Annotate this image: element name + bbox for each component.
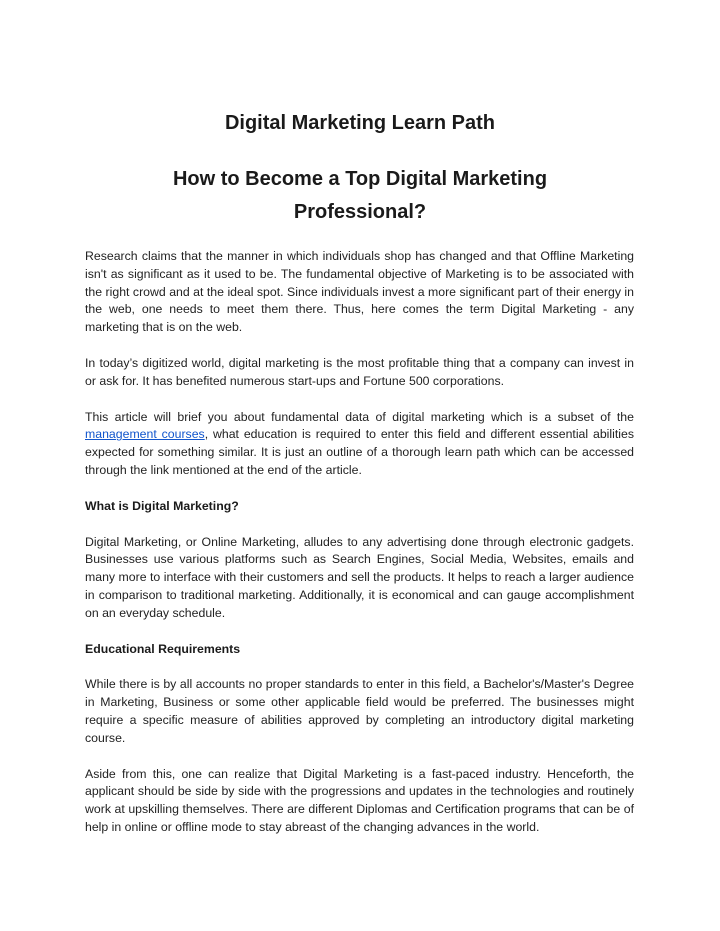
section-heading-educational-requirements: Educational Requirements [85, 641, 241, 656]
section-heading-what-is-digital-marketing: What is Digital Marketing? [85, 498, 239, 513]
paragraph-text-after-link: , what education is required to enter this field and different essential abilities expected for something similar. It is just an outline of a thorough learn path which can be accessed through the link mentioned at the end of the article. [85, 427, 635, 477]
paragraph-digitized-world: In today’s digitized world, digital marketing is the most profitable thing that a company can invest in or ask for. It has benefited numerous start-ups and Fortune 500 corporations. [85, 355, 634, 388]
paragraph-article-brief [85, 409, 634, 480]
paragraph-degree-requirements: While there is by all accounts no proper standards to enter in this field, a Bachelor's/Master's Degree in Marketing, Business or some other applicable field would be preferred. The businesses might require a specific measure of abilities approved by completing an introductory digital marketing course. [85, 677, 634, 745]
document-title: Digital Marketing Learn Path [224, 112, 496, 134]
paragraph-intro: Research claims that the manner in which individuals shop has changed and that Offline Marketing isn't as significant as it used to be. The fundamental objective of Marketing is to be associated with the right crowd and at the ideal spot. Since individuals invest a more significant part of their energy in the web, one needs to meet them there. Thus, here comes the term Digital Marketing - any marketing that is on the web. [85, 249, 634, 335]
management-courses-link[interactable]: management courses [85, 427, 205, 442]
paragraph-fast-paced-industry: Aside from this, one can realize that Digital Marketing is a fast-paced industry. Henceforth, the applicant should be side by side with the progressions and updates in the technologies and routinely work at upskilling themselves. There are different Diplomas and Certification programs that can be of help in online or offline mode to stay abreast of the changing advances in the world. [85, 766, 634, 834]
paragraph-text-before-link: This article will brief you about fundamental data of digital marketing which is a subset of the [85, 409, 634, 424]
document-body [85, 248, 634, 855]
document-subtitle: How to Become a Top Digital Marketing Professional? [172, 168, 548, 223]
paragraph-definition: Digital Marketing, or Online Marketing, alludes to any advertising done through electronic gadgets. Businesses use various platforms such as Search Engines, Social Media, Websites, emails and many more to interface with their customers and sell the products. It helps to reach a larger audience in comparison to traditional marketing. Additionally, it is economical and can gauge accomplishment on an everyday schedule. [85, 534, 634, 620]
